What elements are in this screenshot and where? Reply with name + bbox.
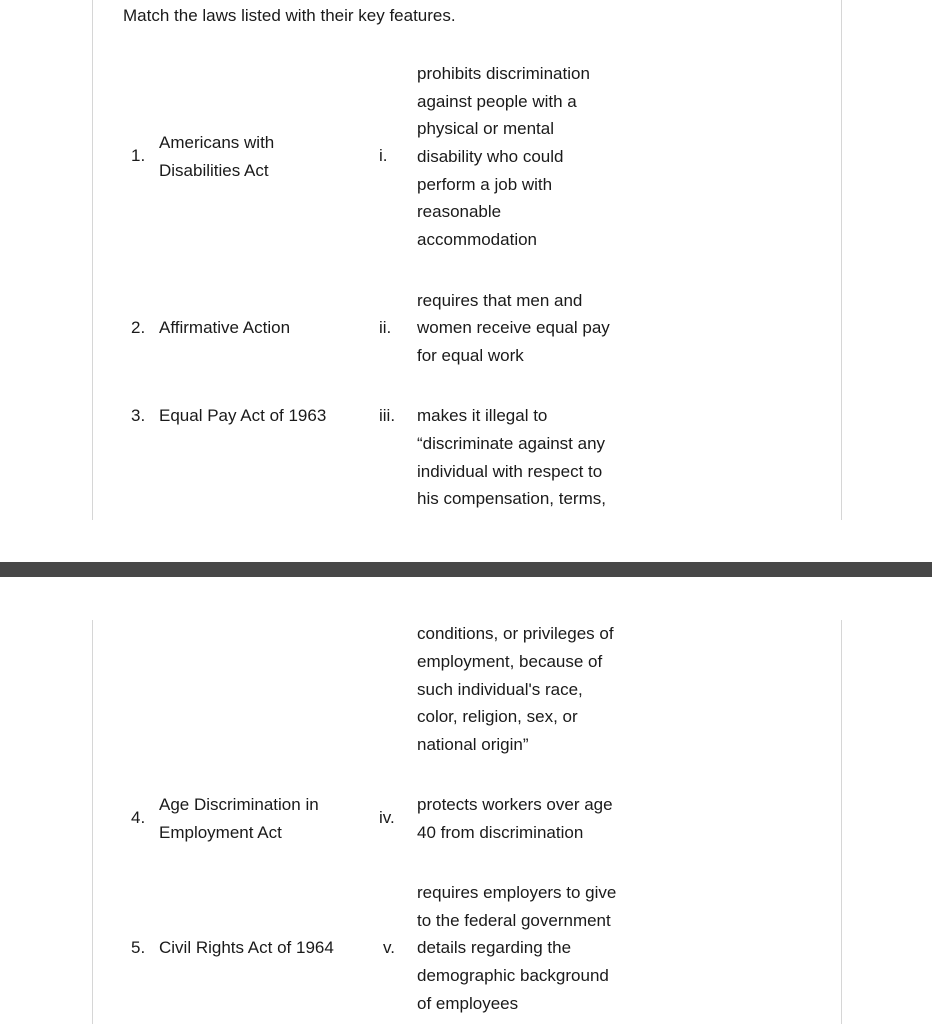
- law-3-line: Equal Pay Act of 1963: [159, 406, 327, 425]
- feature-numeral: ii.: [379, 318, 392, 337]
- law-2-line: Affirmative Action: [159, 318, 291, 337]
- feature-ii-line: women receive equal pay: [417, 318, 610, 337]
- law-number: 5.: [131, 938, 146, 957]
- page-border-right-bottom: [841, 620, 842, 1024]
- feature-iv-line: 40 from discrimination: [417, 823, 584, 842]
- law-4-line: Employment Act: [159, 823, 282, 842]
- law-number: 3.: [131, 406, 146, 425]
- feature-ii-line: for equal work: [417, 346, 524, 365]
- law-number: 2.: [131, 318, 146, 337]
- feature-i-line: disability who could: [417, 147, 564, 166]
- page-border-left-top: [92, 0, 93, 520]
- law-5-line: Civil Rights Act of 1964: [159, 938, 334, 957]
- feature-numeral: iii.: [379, 406, 396, 425]
- feature-i-line: prohibits discrimination: [417, 64, 590, 83]
- feature-v-line: requires employers to give: [417, 883, 617, 902]
- feature-iii-line: “discriminate against any: [417, 434, 606, 453]
- page-border-right-top: [841, 0, 842, 520]
- feature-i-line: reasonable: [417, 202, 502, 221]
- feature-iii-continued-line: color, religion, sex, or: [417, 707, 578, 726]
- feature-iii-continued-line: conditions, or privileges of: [417, 624, 614, 643]
- feature-i-line: physical or mental: [417, 119, 555, 138]
- feature-v-line: details regarding the: [417, 938, 572, 957]
- feature-iii-line: his compensation, terms,: [417, 489, 606, 508]
- feature-iii-continued-line: such individual's race,: [417, 680, 583, 699]
- feature-iii-line: individual with respect to: [417, 462, 603, 481]
- feature-i-line: accommodation: [417, 230, 538, 249]
- feature-numeral: i.: [379, 146, 388, 165]
- law-number: 1.: [131, 146, 146, 165]
- feature-v-line: of employees: [417, 994, 519, 1013]
- law-1-line: Americans with: [159, 133, 275, 152]
- feature-v-line: demographic background: [417, 966, 609, 985]
- feature-i-line: against people with a: [417, 92, 577, 111]
- feature-v-line: to the federal government: [417, 911, 611, 930]
- law-number: 4.: [131, 808, 146, 827]
- feature-iv-line: protects workers over age: [417, 795, 613, 814]
- feature-numeral: v.: [383, 938, 395, 957]
- law-1-line: Disabilities Act: [159, 161, 269, 180]
- feature-ii-line: requires that men and: [417, 291, 583, 310]
- feature-iii-continued-line: national origin”: [417, 735, 529, 754]
- instruction-text: Match the laws listed with their key features.: [123, 6, 456, 25]
- feature-i-line: perform a job with: [417, 175, 553, 194]
- feature-iii-line: makes it illegal to: [417, 406, 548, 425]
- law-4-line: Age Discrimination in: [159, 795, 319, 814]
- feature-numeral: iv.: [379, 808, 395, 827]
- page-border-left-bottom: [92, 620, 93, 1024]
- feature-iii-continued-line: employment, because of: [417, 652, 603, 671]
- page-break-divider: [0, 562, 932, 577]
